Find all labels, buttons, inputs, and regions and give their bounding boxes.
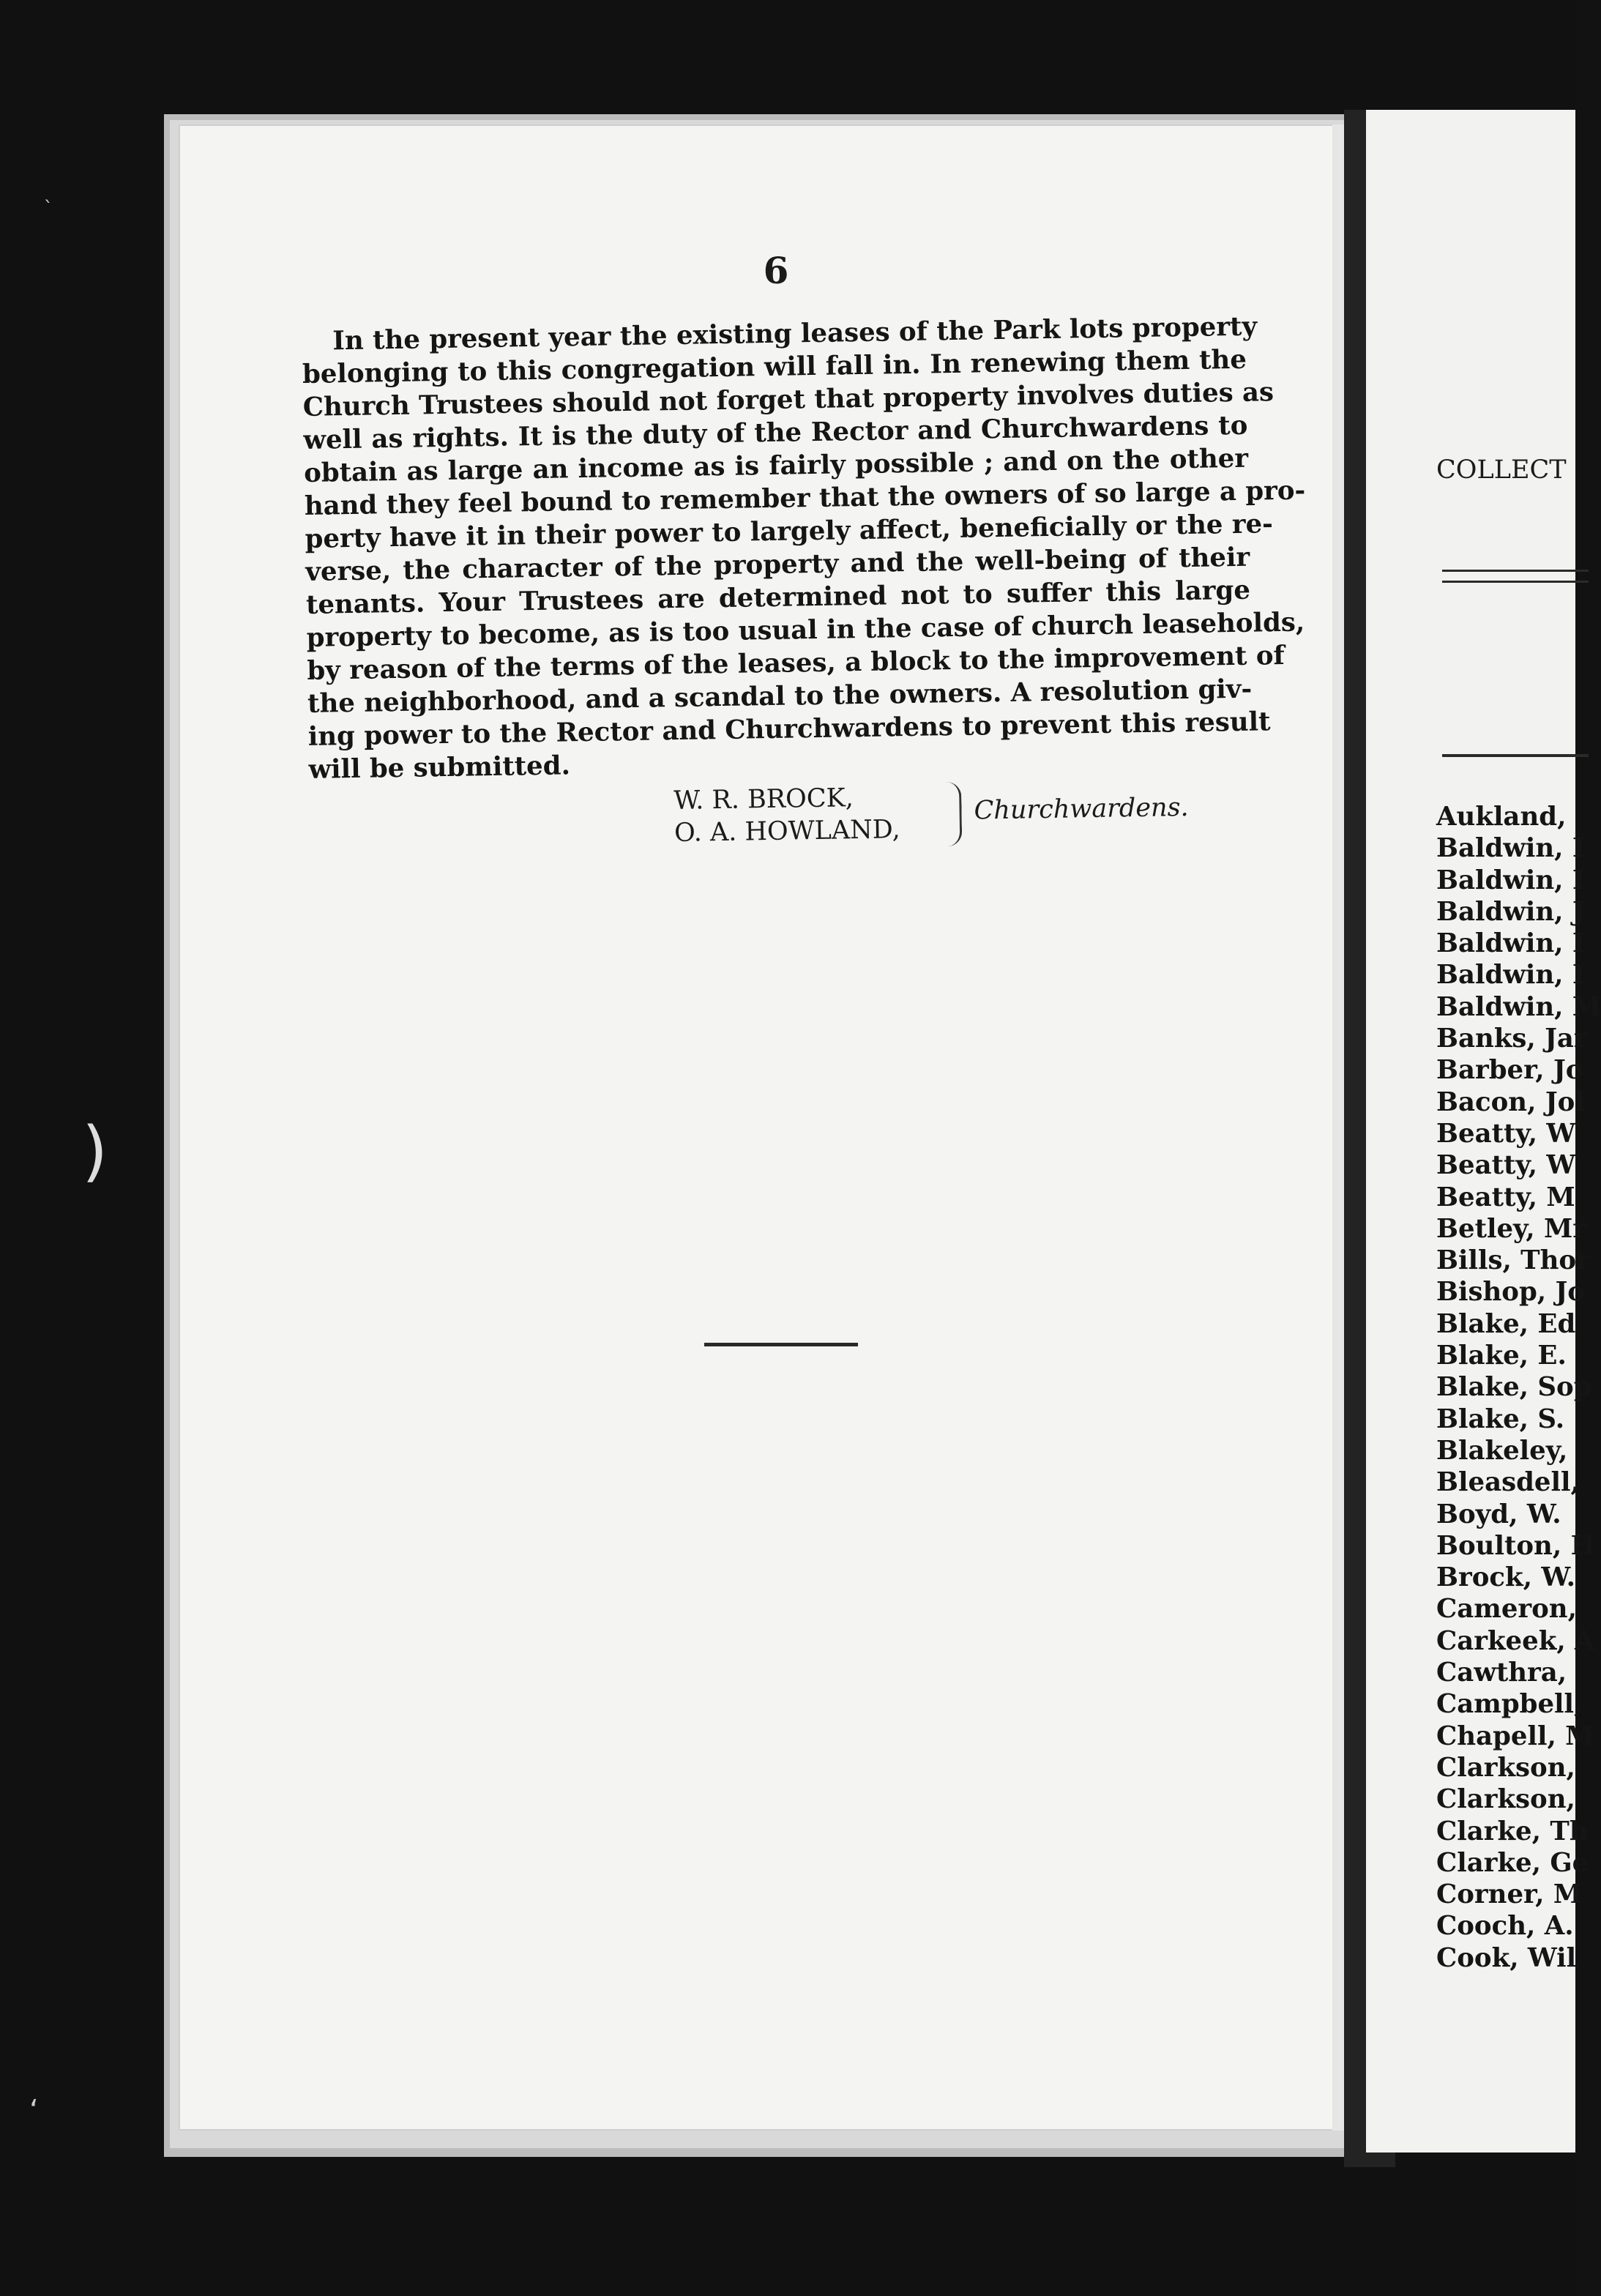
body-line: will be submitted. xyxy=(308,750,571,785)
body-line: In the present year the existing leases of the Park lots property xyxy=(332,311,1258,357)
signatory-names xyxy=(672,780,966,849)
list-item: Chapell, M xyxy=(1436,1721,1594,1751)
list-item: Cook, Wil xyxy=(1436,1942,1577,1973)
list-item: Boulton, H xyxy=(1436,1530,1596,1561)
list-item: Beatty, W xyxy=(1436,1150,1576,1181)
body-line: Church Trustees should not forget that property involves duties as xyxy=(302,377,1275,422)
body-line: property to become, as is too usual in the case of church leaseholds, xyxy=(306,607,1305,653)
list-item: Blakeley, xyxy=(1436,1435,1568,1466)
body-paragraph xyxy=(302,310,1306,786)
list-item: Blake, S. xyxy=(1436,1404,1565,1434)
list-item: Baldwin, I xyxy=(1436,960,1585,991)
body-line: the neighborhood, and a scandal to the owners. A resolution giv- xyxy=(307,674,1253,719)
list-item: Clarke, Th xyxy=(1436,1816,1589,1846)
list-item: Blake, Ed xyxy=(1436,1308,1576,1339)
body-line: well as rights. It is the duty of the Rector and Churchwardens to xyxy=(303,410,1248,455)
list-item: Cooch, A. xyxy=(1436,1911,1574,1942)
list-item: Bills, Thor xyxy=(1436,1245,1590,1276)
list-item: Bleasdell, xyxy=(1436,1467,1580,1498)
list-item: Baldwin, I xyxy=(1436,865,1585,895)
list-item: Brock, W. xyxy=(1436,1562,1576,1593)
right-page xyxy=(1366,110,1601,2152)
body-line: hand they feel bound to remember that the owners of so large a pro- xyxy=(304,475,1306,521)
body-line: verse, the character of the property and the well-being of their xyxy=(305,542,1250,587)
list-item: Beatty, M xyxy=(1436,1182,1575,1212)
list-item: Carkeek, A xyxy=(1436,1625,1595,1656)
scan-curl-mark: ) xyxy=(82,1113,108,1190)
list-item: Boyd, W. xyxy=(1436,1499,1561,1529)
body-line: tenants. Your Trustees are determined not to suffer this large xyxy=(305,575,1251,620)
list-item: Campbell, xyxy=(1436,1689,1583,1720)
body-line: by reason of the terms of the leases, a block to the improvement of xyxy=(307,640,1285,686)
list-item: Clarkson, xyxy=(1436,1784,1575,1815)
list-item: Cawthra, xyxy=(1436,1658,1567,1688)
single-rule xyxy=(1442,754,1589,757)
signatory-howland: O. A. HOWLAND, xyxy=(673,815,901,848)
body-line: ing power to the Rector and Churchwardens to prevent this result xyxy=(307,707,1271,752)
list-item: Barber, Jo xyxy=(1436,1055,1583,1086)
list-item: Blake, Sop xyxy=(1436,1372,1592,1403)
list-item: Aukland, xyxy=(1436,802,1567,832)
collectors-heading: COLLECT xyxy=(1436,455,1567,485)
list-item: Banks, Jar xyxy=(1436,1024,1588,1054)
list-item: Clarkson, xyxy=(1436,1752,1575,1783)
list-item: Baldwin, J xyxy=(1436,896,1585,927)
signatory-brock: W. R. BROCK, xyxy=(673,783,854,816)
list-item: Blake, E. xyxy=(1436,1341,1567,1371)
body-line: perty have it in their power to largely affect, beneficially or the re- xyxy=(305,509,1274,554)
scan-speck-mark: ʻ xyxy=(29,2094,39,2128)
body-line: belonging to this congregation will fall in. In renewing them the xyxy=(302,344,1247,390)
list-item: Corner, M xyxy=(1436,1879,1583,1910)
brace-mark xyxy=(944,782,962,846)
double-rule xyxy=(1442,570,1589,583)
list-item: Baldwin, I xyxy=(1436,833,1585,864)
list-item: Clarke, Ge xyxy=(1436,1847,1589,1878)
list-item: Cameron, xyxy=(1436,1594,1577,1625)
signatory-role: Churchwardens. xyxy=(974,792,1189,826)
scan-speck-mark: ` xyxy=(44,198,53,218)
list-item: Betley, Mr xyxy=(1436,1213,1587,1244)
body-line: obtain as large an income as is fairly possible ; and on the other xyxy=(303,443,1249,488)
list-item: Baldwin, M xyxy=(1436,991,1601,1022)
list-item: Baldwin, I xyxy=(1436,928,1585,959)
list-item: Bacon, Jol xyxy=(1436,1086,1585,1117)
section-divider xyxy=(704,1343,858,1346)
list-item: Bishop, Jo xyxy=(1436,1277,1585,1308)
list-item: Beatty, W xyxy=(1436,1118,1576,1149)
page-number: 6 xyxy=(763,249,789,292)
subscriber-list xyxy=(1436,801,1601,1974)
